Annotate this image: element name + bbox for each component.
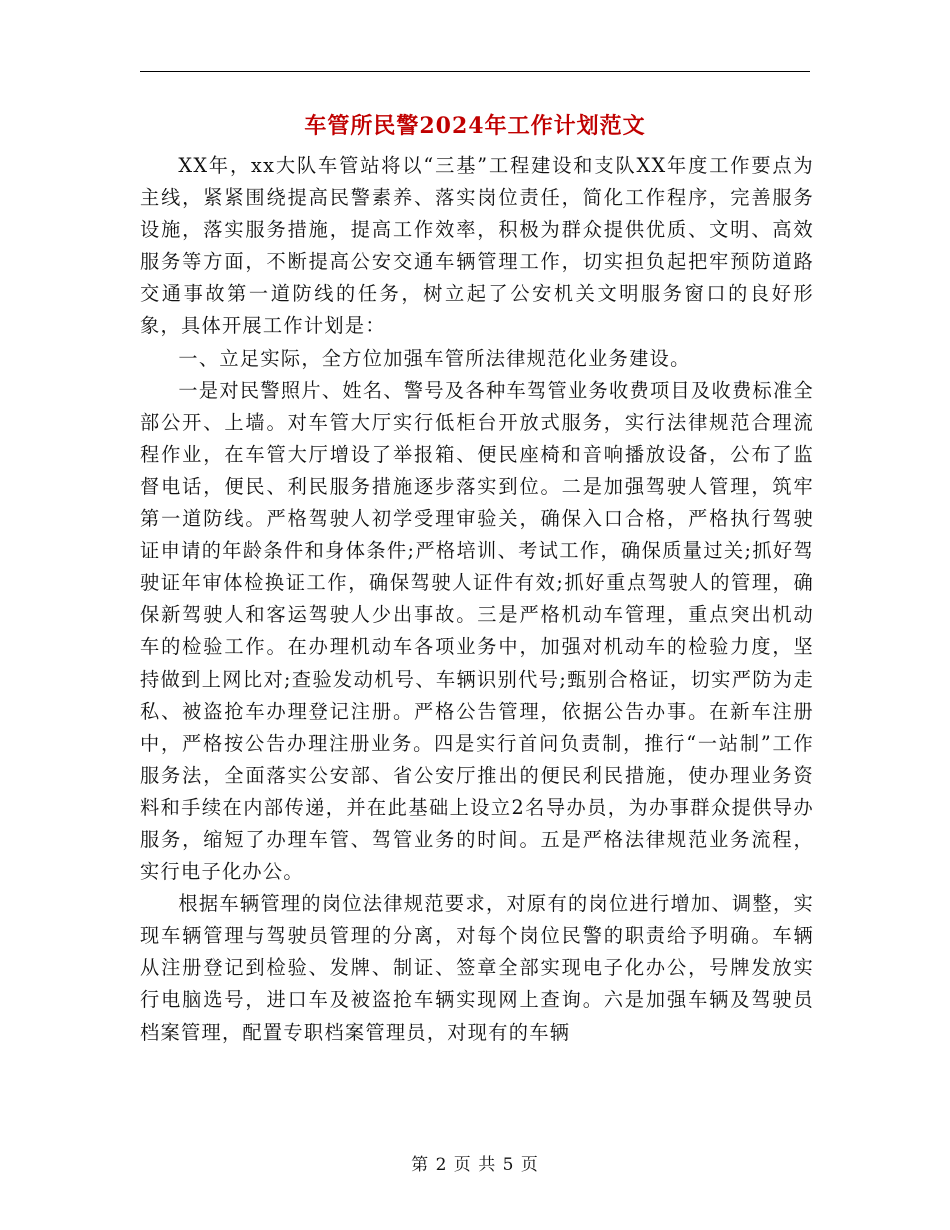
paragraph-intro: XX年，xx大队车管站将以“三基”工程建设和支队XX年度工作要点为主线，紧紧围绕提高民警素养、落实岗位责任，简化工作程序，完善服务设施，落实服务措施，提高工作效率，积极为群众提供优质、文明、高效服务等方面，不断提高公安交通车辆管理工作，切实担负起把牢预防道路交通事故第一道防线的任务，树立起了公安机关文明服务窗口的良好形象，具体开展工作计划是： xyxy=(140,154,814,338)
page-footer: 第 2 页 共 5 页 xyxy=(411,1155,539,1175)
document-title: 车管所民警2024年工作计划范文 xyxy=(304,113,646,139)
paragraph-measures: 一是对民警照片、姓名、警号及各种车驾管业务收费项目及收费标准全部公开、上墙。对车管大厅实行低柜台开放式服务，实行法律规范合理流程作业，在车管大厅增设了举报箱、便民座椅和音响播放设备，公布了监督电话，便民、利民服务措施逐步落实到位。二是加强驾驶人管理，筑牢第一道防线。严格驾驶人初学受理审验关，确保入口合格，严格执行驾驶证申请的年龄条件和身体条件;严格培训、考试工作，确保质量过关;抓好驾驶证年审体检换证工作，确保驾驶人证件有效;抓好重点驾驶人的管理，确保新驾驶人和客运驾驶人少出事故。三是严格机动车管理，重点突出机动车的检验工作。在办理机动车各项业务中，加强对机动车的检验力度，坚持做到上网比对;查验发动机号、车辆识别代号;甄别合格证，切实严防为走私、被盗抢车办理登记注册。严格公告管理，依据公告办事。在新车注册中，严格按公告办理注册业务。四是实行首问负责制，推行“一站制”工作服务法，全面落实公安部、省公安厅推出的便民利民措施，使办理业务资料和手续在内部传递，并在此基础上设立2名导办员，为办事群众提供导办服务，缩短了办理车管、驾管业务的时间。五是严格法律规范业务流程，实行电子化办公。 xyxy=(140,378,814,884)
paragraph-continuation: 根据车辆管理的岗位法律规范要求，对原有的岗位进行增加、调整，实现车辆管理与驾驶员管理的分离，对每个岗位民警的职责给予明确。车辆从注册登记到检验、发牌、制证、签章全部实现电子化办公，号牌发放实行电脑选号，进口车及被盗抢车辆实现网上查询。六是加强车辆及驾驶员档案管理，配置专职档案管理员，对现有的车辆 xyxy=(140,892,814,1044)
header-rule xyxy=(140,71,810,72)
document-body xyxy=(140,150,814,1049)
paragraph-section-heading: 一、立足实际，全方位加强车管所法律规范化业务建设。 xyxy=(178,346,691,370)
